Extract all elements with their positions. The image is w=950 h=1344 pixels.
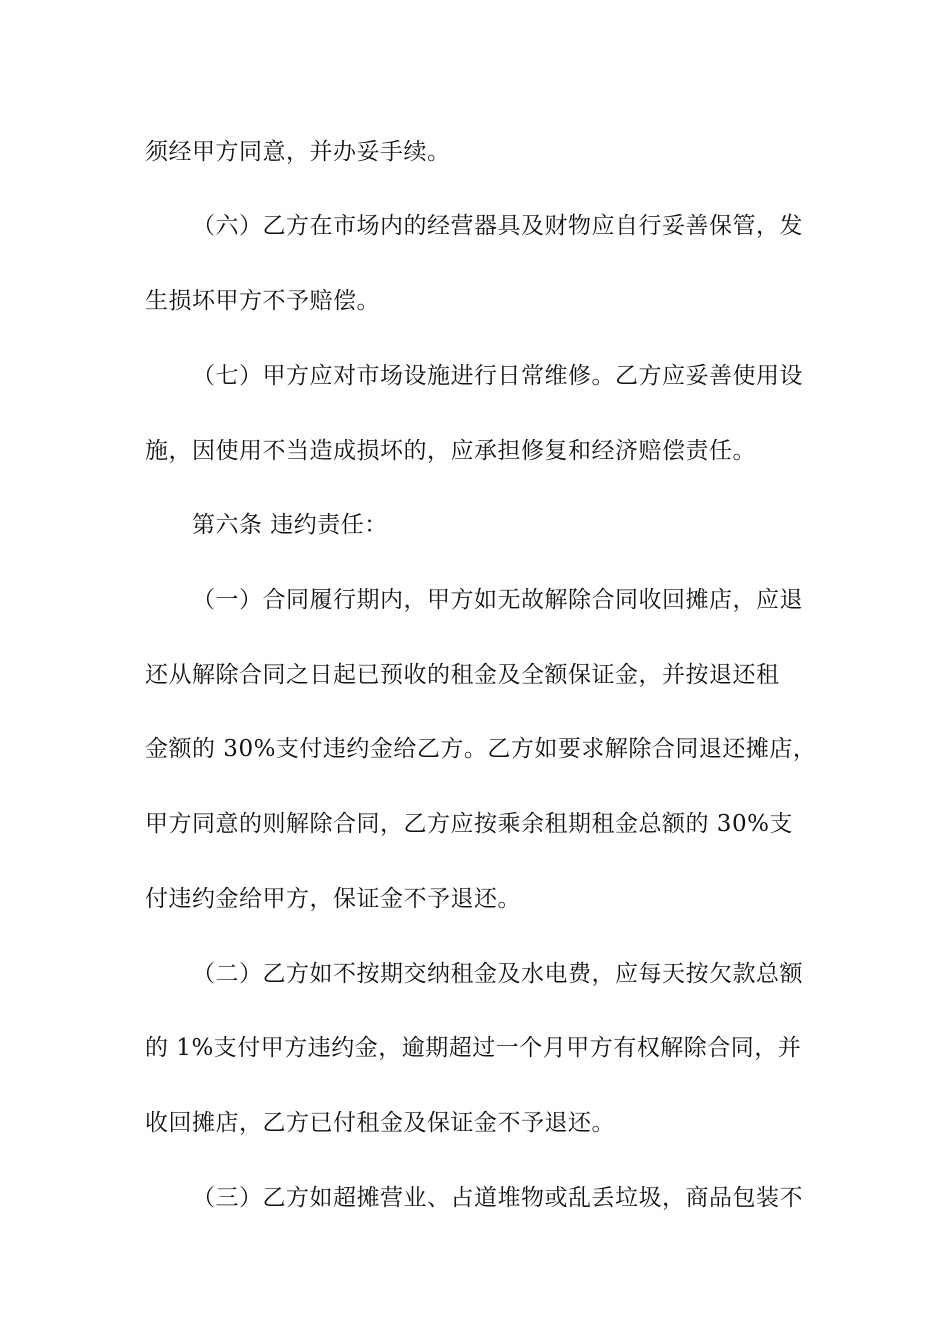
paragraph-item-seven: （七）甲方应对市场设施进行日常维修。乙方应妥善使用设 bbox=[192, 363, 803, 389]
text-line: 还从解除合同之日起已预收的租金及全额保证金，并按退还租 bbox=[145, 662, 780, 688]
text-line: 的 1%支付甲方违约金，逾期超过一个月甲方有权解除合同，并 bbox=[145, 1035, 802, 1061]
text-line: 金额的 30%支付违约金给乙方。乙方如要求解除合同退还摊店， bbox=[145, 736, 817, 762]
text-line: 须经甲方同意，并办妥手续。 bbox=[145, 139, 451, 165]
text-line: 生损坏甲方不予赔偿。 bbox=[145, 288, 380, 314]
article-heading: 第六条 违约责任： bbox=[192, 512, 388, 538]
text-line: 甲方同意的则解除合同，乙方应按乘余租期租金总额的 30%支 bbox=[145, 811, 793, 837]
text-line: 施，因使用不当造成损坏的，应承担修复和经济赔偿责任。 bbox=[145, 438, 756, 464]
text-line: 付违约金给甲方，保证金不予退还。 bbox=[145, 886, 521, 912]
paragraph-item-one: （一）合同履行期内，甲方如无故解除合同收回摊店，应退 bbox=[192, 587, 803, 613]
paragraph-item-two: （二）乙方如不按期交纳租金及水电费，应每天按欠款总额 bbox=[192, 961, 803, 987]
paragraph-item-six: （六）乙方在市场内的经营器具及财物应自行妥善保管，发 bbox=[192, 213, 803, 239]
text-line: 收回摊店，乙方已付租金及保证金不予退还。 bbox=[145, 1110, 615, 1136]
paragraph-item-three: （三）乙方如超摊营业、占道堆物或乱丢垃圾，商品包装不 bbox=[192, 1185, 803, 1211]
